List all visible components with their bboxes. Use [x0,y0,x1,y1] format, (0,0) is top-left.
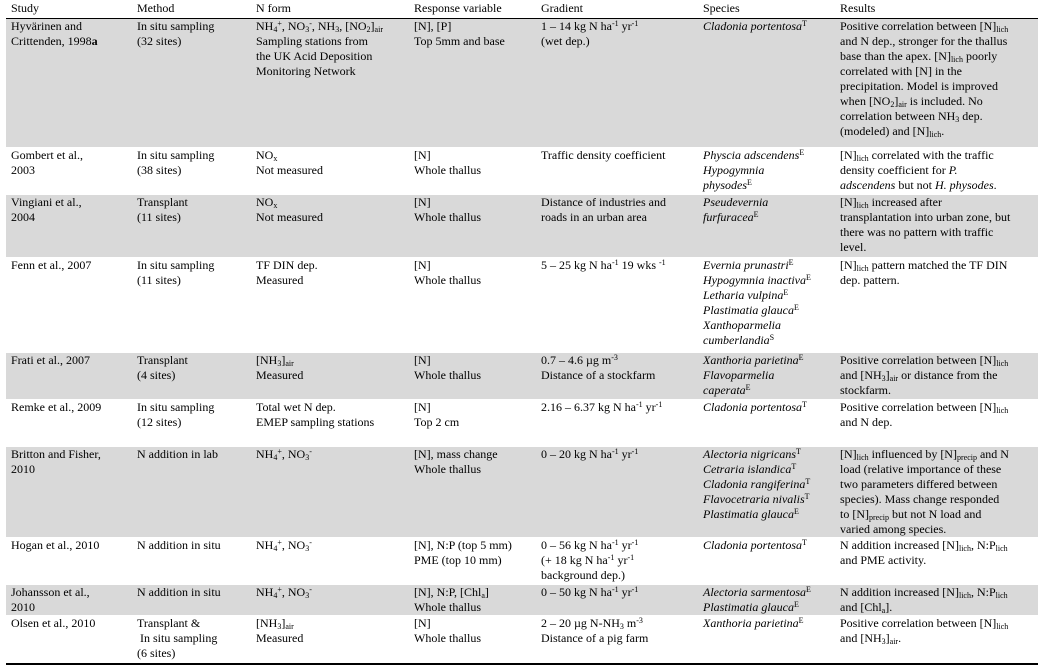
cell-species [698,616,835,664]
cell-line: 0.7 – 4.6 µg $m^{-3}$ [541,353,618,367]
cell-study [6,400,132,447]
cell-line: Cladonia portentosa$^T$ [703,400,807,414]
cell-line: Pseudevernia [703,195,769,209]
cell-line: Alectoria nigricans$^T$ [703,447,801,461]
cell-line: and PME activity. [840,553,927,567]
cell-response-variable [409,538,536,585]
cell-line: load (relative importance of these [840,462,1002,476]
cell-species [698,353,835,400]
cell-n-form [251,195,409,258]
cell-response-variable [409,19,536,148]
cell-gradient [536,538,698,585]
cell-line: there was no pattern with traffic [840,225,994,239]
cell-line: Johansson et al., [11,585,90,599]
cell-line: PME (top 10 mm) [414,553,502,567]
cell-line: (11 sites) [137,210,181,224]
cell-method [132,538,251,585]
cell-line: dep. pattern. [840,273,900,287]
cell-species [698,148,835,195]
cell-line: Hogan et al., 2010 [11,538,100,552]
cell-line: physodes$^E$ [703,178,752,192]
table-header-row [6,0,1038,19]
table-row [6,148,1038,195]
cell-line: Evernia prunastri$^E$ [703,258,794,272]
cell-line: background dep.) [541,568,625,582]
cell-line: Physcia adscendens$^E$ [703,148,805,162]
cell-n-form [251,616,409,664]
cell-line: when $[NO_2]_{air}$ is included. No [840,94,983,109]
cell-method [132,400,251,447]
cell-line: Crittenden, 1998a [11,34,98,48]
cell-line: TF DIN dep. [256,258,318,272]
cell-line: [N], mass change [414,447,498,461]
cell-line: Hypogymnia inactiva$^E$ [703,273,811,287]
cell-line: Measured [256,368,304,382]
cell-line: Distance of industries and [541,195,666,209]
cell-line: 0 – 50 kg N $ha^{-1}$ $yr^{-1}$ [541,585,639,599]
cell-method [132,353,251,400]
cell-results [835,616,1038,664]
cell-line: Britton and Fisher, [11,447,101,461]
cell-method [132,258,251,353]
cell-line: 1 – 14 kg N $ha^{-1}$ $yr^{-1}$ [541,19,639,33]
cell-line: 0 – 20 kg N $ha^{-1}$ $yr^{-1}$ [541,447,639,461]
cell-line: Xanthoria parietina$^E$ [703,616,804,630]
cell-line: (6 sites) [137,646,176,660]
cell-line: and [Chl$_a$]. [840,600,893,615]
cell-line: Flavoparmelia [703,368,775,382]
table-row [6,353,1038,400]
cell-line: and N dep. [840,415,893,429]
cell-species [698,585,835,616]
cell-line: precipitation. Model is improved [840,79,998,93]
cell-species [698,195,835,258]
table-row [6,258,1038,353]
cell-method [132,148,251,195]
cell-line: Distance of a stockfarm [541,368,656,382]
cell-line: correlated with [N] in the [840,64,962,78]
cell-results [835,447,1038,538]
cell-line: Cladonia rangiferina$^T$ [703,477,811,491]
header-gradient: Gradient [536,0,698,19]
cell-line: [N] [414,258,431,272]
cell-line: Traffic density coefficient [541,148,666,162]
cell-line: and $[NH_3]_{air}$ or distance from the [840,368,998,383]
cell-line: Measured [256,631,304,645]
cell-gradient [536,148,698,195]
cell-line: (12 sites) [137,415,182,429]
cell-line: In situ sampling [137,148,215,162]
cell-species [698,538,835,585]
cell-species [698,400,835,447]
cell-method [132,616,251,664]
cell-results [835,19,1038,148]
cell-line: Plastimatia glauca$^E$ [703,600,799,614]
cell-study [6,616,132,664]
cell-line: Whole thallus [414,631,481,645]
cell-method [132,585,251,616]
cell-line: stockfarm. [840,383,891,397]
cell-line: Xanthoparmelia [703,318,781,332]
cell-line: two parameters differed between [840,477,998,491]
cell-n-form [251,400,409,447]
cell-line: correlation between $NH_3$ dep. [840,109,983,124]
cell-line: [N] [414,195,431,209]
cell-line: Frati et al., 2007 [11,353,90,367]
cell-line: (+ 18 kg N $ha^{-1}$ $yr^{-1}$ [541,553,635,567]
cell-n-form [251,19,409,148]
cell-method [132,447,251,538]
cell-line: caperata$^E$ [703,383,751,397]
cell-line: and N dep., stronger for the thallus [840,34,1008,48]
cell-study [6,538,132,585]
cell-study [6,353,132,400]
cell-line: cumberlandia$^S$ [703,333,775,347]
cell-line: density coefficient for P. [840,163,958,177]
cell-species [698,258,835,353]
cell-line: roads in an urban area [541,210,647,224]
table-row [6,616,1038,664]
cell-n-form [251,447,409,538]
cell-line: Xanthoria parietina$^E$ [703,353,804,367]
cell-line: Transplant & [137,616,201,630]
header-results: Results [835,0,1038,19]
cell-line: varied among species. [840,522,947,536]
cell-line: $NH_4^+$, $NO_3^-$ [256,447,312,462]
cell-line: transplantation into urban zone, but [840,210,1011,224]
cell-line: In situ sampling [137,258,215,272]
cell-response-variable [409,353,536,400]
cell-method [132,195,251,258]
cell-line: Monitoring Network [256,64,356,78]
cell-results [835,195,1038,258]
cell-n-form [251,585,409,616]
cell-study [6,585,132,616]
table-row [6,585,1038,616]
cell-gradient [536,19,698,148]
cell-line: Letharia vulpina$^E$ [703,288,789,302]
cell-line: 5 – 25 kg N $ha^{-1}$ 19 wks $^{-1}$ [541,258,666,272]
cell-gradient [536,258,698,353]
cell-line: Olsen et al., 2010 [11,616,96,630]
cell-gradient [536,400,698,447]
cell-line: [N] [414,353,431,367]
cell-line: $[NH_3]_{air}$ [256,616,294,631]
cell-line: Fenn et al., 2007 [11,258,92,272]
cell-line: (4 sites) [137,368,176,382]
table-row [6,400,1038,447]
cell-line: Whole thallus [414,462,481,476]
cell-line: Not measured [256,210,323,224]
cell-line: N addition in situ [137,538,221,552]
table-row [6,447,1038,538]
cell-line: Cladonia portentosa$^T$ [703,538,807,552]
cell-line: 2004 [11,210,35,224]
cell-line: and $[NH_3]_{air}$. [840,631,902,646]
cell-results [835,585,1038,616]
cell-line: $[N]_{lich}$ correlated with the traffic [840,148,994,163]
cell-line: $NH_4^+$, $NO_3^-$, $NH_3$, $[NO_2]_{air}$ [256,19,383,34]
cell-line: base than the apex. $[N]_{lich}$ poorly [840,49,998,64]
cell-line: Remke et al., 2009 [11,400,102,414]
cell-results [835,400,1038,447]
cell-response-variable [409,195,536,258]
cell-line: 0 – 56 kg N $ha^{-1}$ $yr^{-1}$ [541,538,639,552]
cell-line: (modeled) and $[N]_{lich}$. [840,124,945,139]
header-study: Study [6,0,132,19]
cell-line: Not measured [256,163,323,177]
cell-line: Hypogymnia [703,163,765,177]
cell-line: Measured [256,273,304,287]
cell-response-variable [409,447,536,538]
cell-line: $NH_4^+$, $NO_3^-$ [256,538,312,553]
cell-study [6,447,132,538]
cell-line: Total wet N dep. [256,400,336,414]
cell-study [6,148,132,195]
cell-study [6,195,132,258]
cell-gradient [536,353,698,400]
cell-species [698,447,835,538]
cell-line: the UK Acid Deposition [256,49,373,63]
cell-line: (11 sites) [137,273,181,287]
cell-response-variable [409,585,536,616]
cell-line: adscendens but not H. physodes. [840,178,997,192]
cell-line: N addition in situ [137,585,221,599]
cell-line: $NO_x$ [256,148,278,163]
cell-line: [N], N:P (top 5 mm) [414,538,512,552]
cell-results [835,353,1038,400]
cell-results [835,148,1038,195]
cell-line: Transplant [137,353,188,367]
cell-line: 2003 [11,163,35,177]
cell-n-form [251,258,409,353]
cell-line: (wet dep.) [541,34,590,48]
cell-line: Sampling stations from [256,34,368,48]
cell-line: (38 sites) [137,163,182,177]
cell-line: Whole thallus [414,163,481,177]
header-response-variable: Response variable [409,0,536,19]
cell-line: N addition in lab [137,447,218,461]
cell-line: $[N]_{lich}$ increased after [840,195,942,210]
cell-study [6,19,132,148]
cell-n-form [251,538,409,585]
cell-line: Cladonia portentosa$^T$ [703,19,807,33]
cell-line: furfuracea$^E$ [703,210,759,224]
cell-line: Whole thallus [414,273,481,287]
cell-line: Top 2 cm [414,415,460,429]
cell-response-variable [409,400,536,447]
cell-line: Vingiani et al., [11,195,82,209]
cell-line: to $[N]_{precip}$ but not N load and [840,507,982,522]
cell-line: Cetraria islandica$^T$ [703,462,797,476]
cell-gradient [536,585,698,616]
cell-line: 2.16 – 6.37 kg N $ha^{-1}$ $yr^{-1}$ [541,400,663,414]
cell-line: N addition increased $[N]_{lich}$, $N:P_{lich}$ [840,538,1008,553]
cell-line: Hyvärinen and [11,19,82,33]
cell-line: EMEP sampling stations [256,415,375,429]
cell-line: Whole thallus [414,210,481,224]
cell-line: Plastimatia glauca$^E$ [703,507,799,521]
cell-line: 2 – 20 µg $N-NH_3$ $m^{-3}$ [541,616,643,631]
table-row [6,195,1038,258]
cell-results [835,538,1038,585]
cell-line: Top 5mm and base [414,34,505,48]
cell-gradient [536,447,698,538]
cell-line: $NO_x$ [256,195,278,210]
cell-response-variable [409,616,536,664]
cell-line: Positive correlation between $[N]_{lich}$ [840,353,1009,368]
cell-line: [N] [414,148,431,162]
cell-line: In situ sampling [137,631,218,645]
cell-n-form [251,148,409,195]
cell-line: $[NH_3]_{air}$ [256,353,294,368]
table-row [6,538,1038,585]
cell-line: Whole thallus [414,600,481,614]
cell-line: [N] [414,616,431,630]
cell-line: species). Mass change responded [840,492,1000,506]
cell-results [835,258,1038,353]
header-species: Species [698,0,835,19]
cell-line: [N], [P] [414,19,452,33]
cell-line: In situ sampling [137,19,215,33]
cell-gradient [536,195,698,258]
cell-line: Gombert et al., [11,148,83,162]
cell-line: Positive correlation between $[N]_{lich}$ [840,616,1009,631]
cell-line: level. [840,240,867,254]
cell-line: $[N]_{lich}$ pattern matched the TF DIN [840,258,1008,273]
cell-n-form [251,353,409,400]
cell-line: In situ sampling [137,400,215,414]
cell-line: Distance of a pig farm [541,631,649,645]
table-row [6,19,1038,148]
lichen-nitrogen-table [6,0,1038,665]
cell-line: (32 sites) [137,34,182,48]
cell-line: Whole thallus [414,368,481,382]
cell-line: Transplant [137,195,188,209]
cell-species [698,19,835,148]
header-method: Method [132,0,251,19]
cell-line: [N] [414,400,431,414]
cell-line: [N], N:P, [Chl$_a$] [414,585,489,600]
cell-response-variable [409,148,536,195]
cell-study [6,258,132,353]
cell-line: 2010 [11,462,35,476]
cell-line: Flavocetraria nivalis$^T$ [703,492,810,506]
cell-response-variable [409,258,536,353]
cell-line: N addition increased $[N]_{lich}$, $N:P_{lich}$ [840,585,1008,600]
header-n-form: N form [251,0,409,19]
cell-line: Positive correlation between $[N]_{lich}$ [840,19,1009,34]
cell-method [132,19,251,148]
cell-line: 2010 [11,600,35,614]
cell-line: Positive correlation between $[N]_{lich}$ [840,400,1009,415]
cell-line: Plastimatia glauca$^E$ [703,303,799,317]
cell-line: Alectoria sarmentosa$^E$ [703,585,811,599]
cell-line: $NH_4^+$, $NO_3^-$ [256,585,312,600]
cell-gradient [536,616,698,664]
cell-line: $[N]_{lich}$ influenced by $[N]_{precip}$ and N [840,447,1009,462]
